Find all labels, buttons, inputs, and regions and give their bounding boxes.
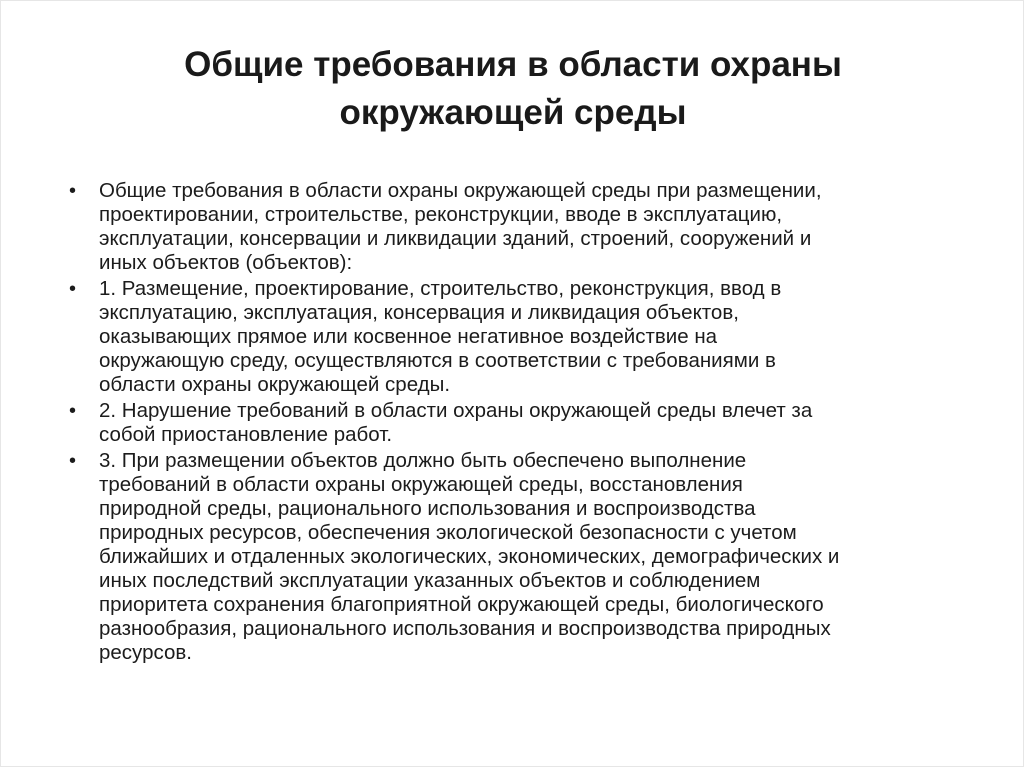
bullet-text-line: иных последствий эксплуатации указанных объектов и соблюдением [99, 569, 761, 592]
slide-title [1, 41, 1024, 137]
bullet-marker: • [69, 450, 77, 472]
bullet-text-line: проектировании, строительстве, реконструкции, вводе в эксплуатацию, [99, 203, 783, 226]
bullet-text-line: ресурсов. [99, 641, 192, 664]
bullet-text-line: приоритета сохранения благоприятной окружающей среды, биологического [99, 593, 824, 616]
bullet-marker: • [69, 400, 77, 422]
bullet-text-line: окружающую среду, осуществляются в соответствии с требованиями в [99, 349, 776, 372]
slide-title-line-2: окружающей среды [339, 93, 687, 132]
bullet-item [69, 277, 969, 397]
bullet-text-line: ближайших и отдаленных экологических, экономических, демографических и [99, 545, 840, 568]
bullet-text-line: Общие требования в области охраны окружающей среды при размещении, [99, 179, 822, 202]
bullet-text-line: требований в области охраны окружающей среды, восстановления [99, 473, 743, 496]
bullet-text-line: природной среды, рационального использования и воспроизводства [99, 497, 756, 520]
bullet-text-line: области охраны окружающей среды. [99, 373, 451, 396]
bullet-text-line: иных объектов (объектов): [99, 251, 353, 274]
bullet-text-line: 2. Нарушение требований в области охраны окружающей среды влечет за [99, 399, 813, 422]
bullet-text-line: разнообразия, рационального использования и воспроизводства природных [99, 617, 831, 640]
bullet-marker: • [69, 180, 77, 202]
bullet-marker: • [69, 278, 77, 300]
bullet-text-line: 3. При размещении объектов должно быть обеспечено выполнение [99, 449, 747, 472]
bullet-text-line: эксплуатации, консервации и ликвидации зданий, строений, сооружений и [99, 227, 812, 250]
bullet-item [69, 449, 969, 665]
bullet-item [69, 399, 969, 447]
bullet-list [69, 179, 969, 667]
slide-title-line-1: Общие требования в области охраны [184, 45, 842, 84]
bullet-text-line: собой приостановление работ. [99, 423, 393, 446]
bullet-text-line: эксплуатацию, эксплуатация, консервация и ликвидация объектов, [99, 301, 739, 324]
bullet-item [69, 179, 969, 275]
bullet-text-line: природных ресурсов, обеспечения экологической безопасности с учетом [99, 521, 797, 544]
bullet-text-line: оказывающих прямое или косвенное негативное воздействие на [99, 325, 718, 348]
bullet-text-line: 1. Размещение, проектирование, строительство, реконструкция, ввод в [99, 277, 782, 300]
